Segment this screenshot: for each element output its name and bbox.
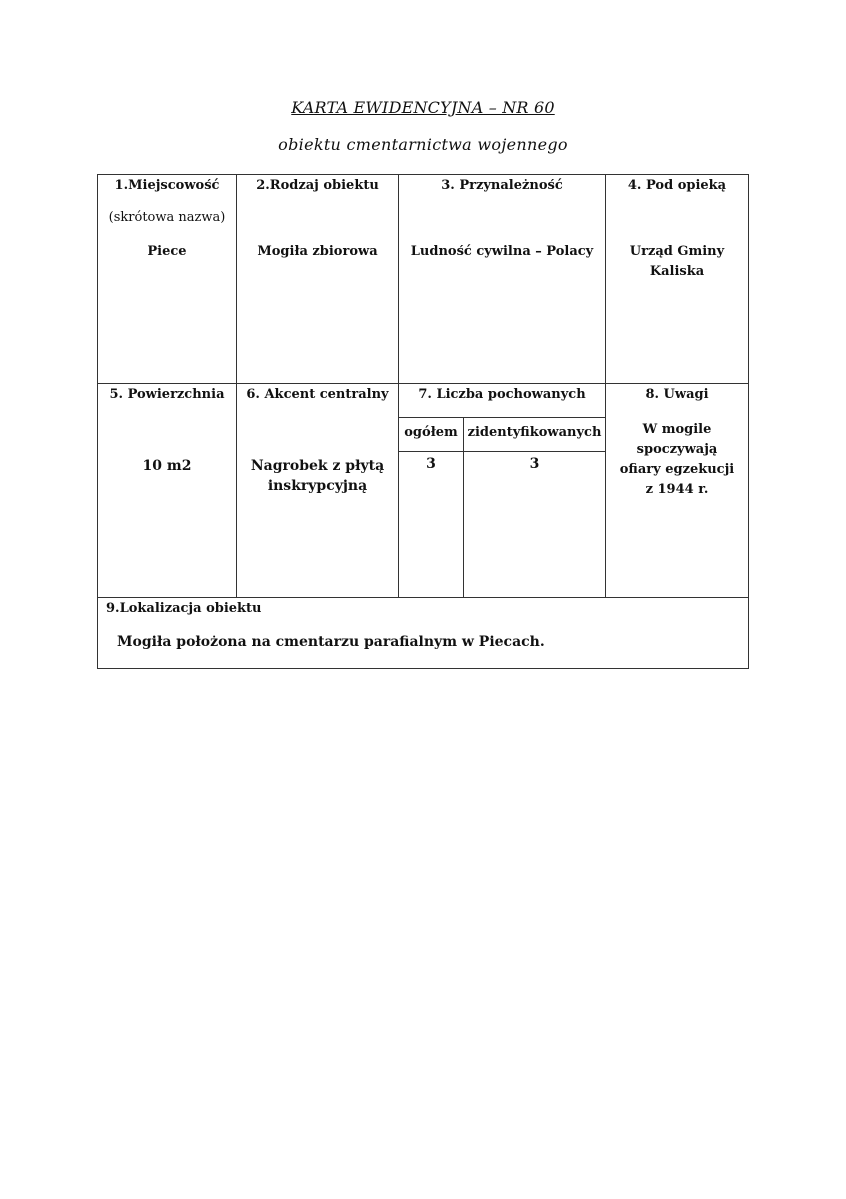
card-title: KARTA EWIDENCYJNA – NR 60 [291, 98, 555, 117]
label-pod-opieka: 4. Pod opieką [627, 178, 727, 193]
cell-akcent-centralny [237, 384, 399, 598]
value-ogolem: 3 [426, 456, 436, 472]
cell-rodzaj-obiektu [237, 175, 399, 384]
cell-powierzchnia [98, 384, 237, 598]
cell-lokalizacja [98, 598, 749, 669]
card-row-1 [98, 175, 749, 384]
card-row-3 [98, 598, 749, 669]
cell-miejscowosc [98, 175, 237, 384]
cell-liczba-pochowanych [399, 384, 606, 418]
label-liczba-pochowanych: 7. Liczba pochowanych [418, 387, 586, 402]
card-row-2-header [98, 384, 749, 418]
card-subtitle: obiektu cmentarnictwa wojennego [278, 135, 568, 154]
value-akcent-centralny: Nagrobek z płytą inskrypcyjną [250, 458, 385, 494]
value-lokalizacja: Mogiła położona na cmentarzu parafialnym w Piecach. [117, 634, 545, 650]
value-uwagi: W mogile spoczywają ofiary egzekucji z 1944 r. [619, 422, 735, 497]
label-miejscowosc: 1.Miejscowość [114, 178, 220, 193]
label-akcent-centralny: 6. Akcent centralny [246, 387, 389, 402]
value-pod-opieka: Urząd Gminy Kaliska [629, 244, 725, 279]
cell-uwagi [606, 384, 749, 598]
value-zidentyfikowanych: 3 [529, 456, 540, 472]
cell-ogolem-label [399, 418, 464, 452]
value-rodzaj-obiektu: Mogiła zbiorowa [257, 244, 378, 259]
value-miejscowosc: Piece [147, 244, 187, 259]
cell-ogolem-value [399, 452, 464, 598]
label-zidentyfikowanych: zidentyfikowanych [467, 425, 602, 440]
label-lokalizacja: 9.Lokalizacja obiektu [106, 601, 262, 616]
cell-przynaleznosc [399, 175, 606, 384]
value-powierzchnia: 10 m2 [142, 458, 192, 474]
cell-zidentyfikowanych-label [464, 418, 606, 452]
label-uwagi: 8. Uwagi [645, 387, 709, 402]
value-przynaleznosc: Ludność cywilna – Polacy [410, 244, 594, 259]
cell-pod-opieka [606, 175, 749, 384]
label-rodzaj-obiektu: 2.Rodzaj obiektu [256, 178, 379, 193]
registration-card-table [97, 174, 749, 669]
label-powierzchnia: 5. Powierzchnia [109, 387, 225, 402]
label-przynaleznosc: 3. Przynależność [441, 178, 563, 193]
cell-zidentyfikowanych-value [464, 452, 606, 598]
label-ogolem: ogółem [404, 425, 458, 440]
note-skrotowa-nazwa: (skrótowa nazwa) [108, 210, 226, 225]
